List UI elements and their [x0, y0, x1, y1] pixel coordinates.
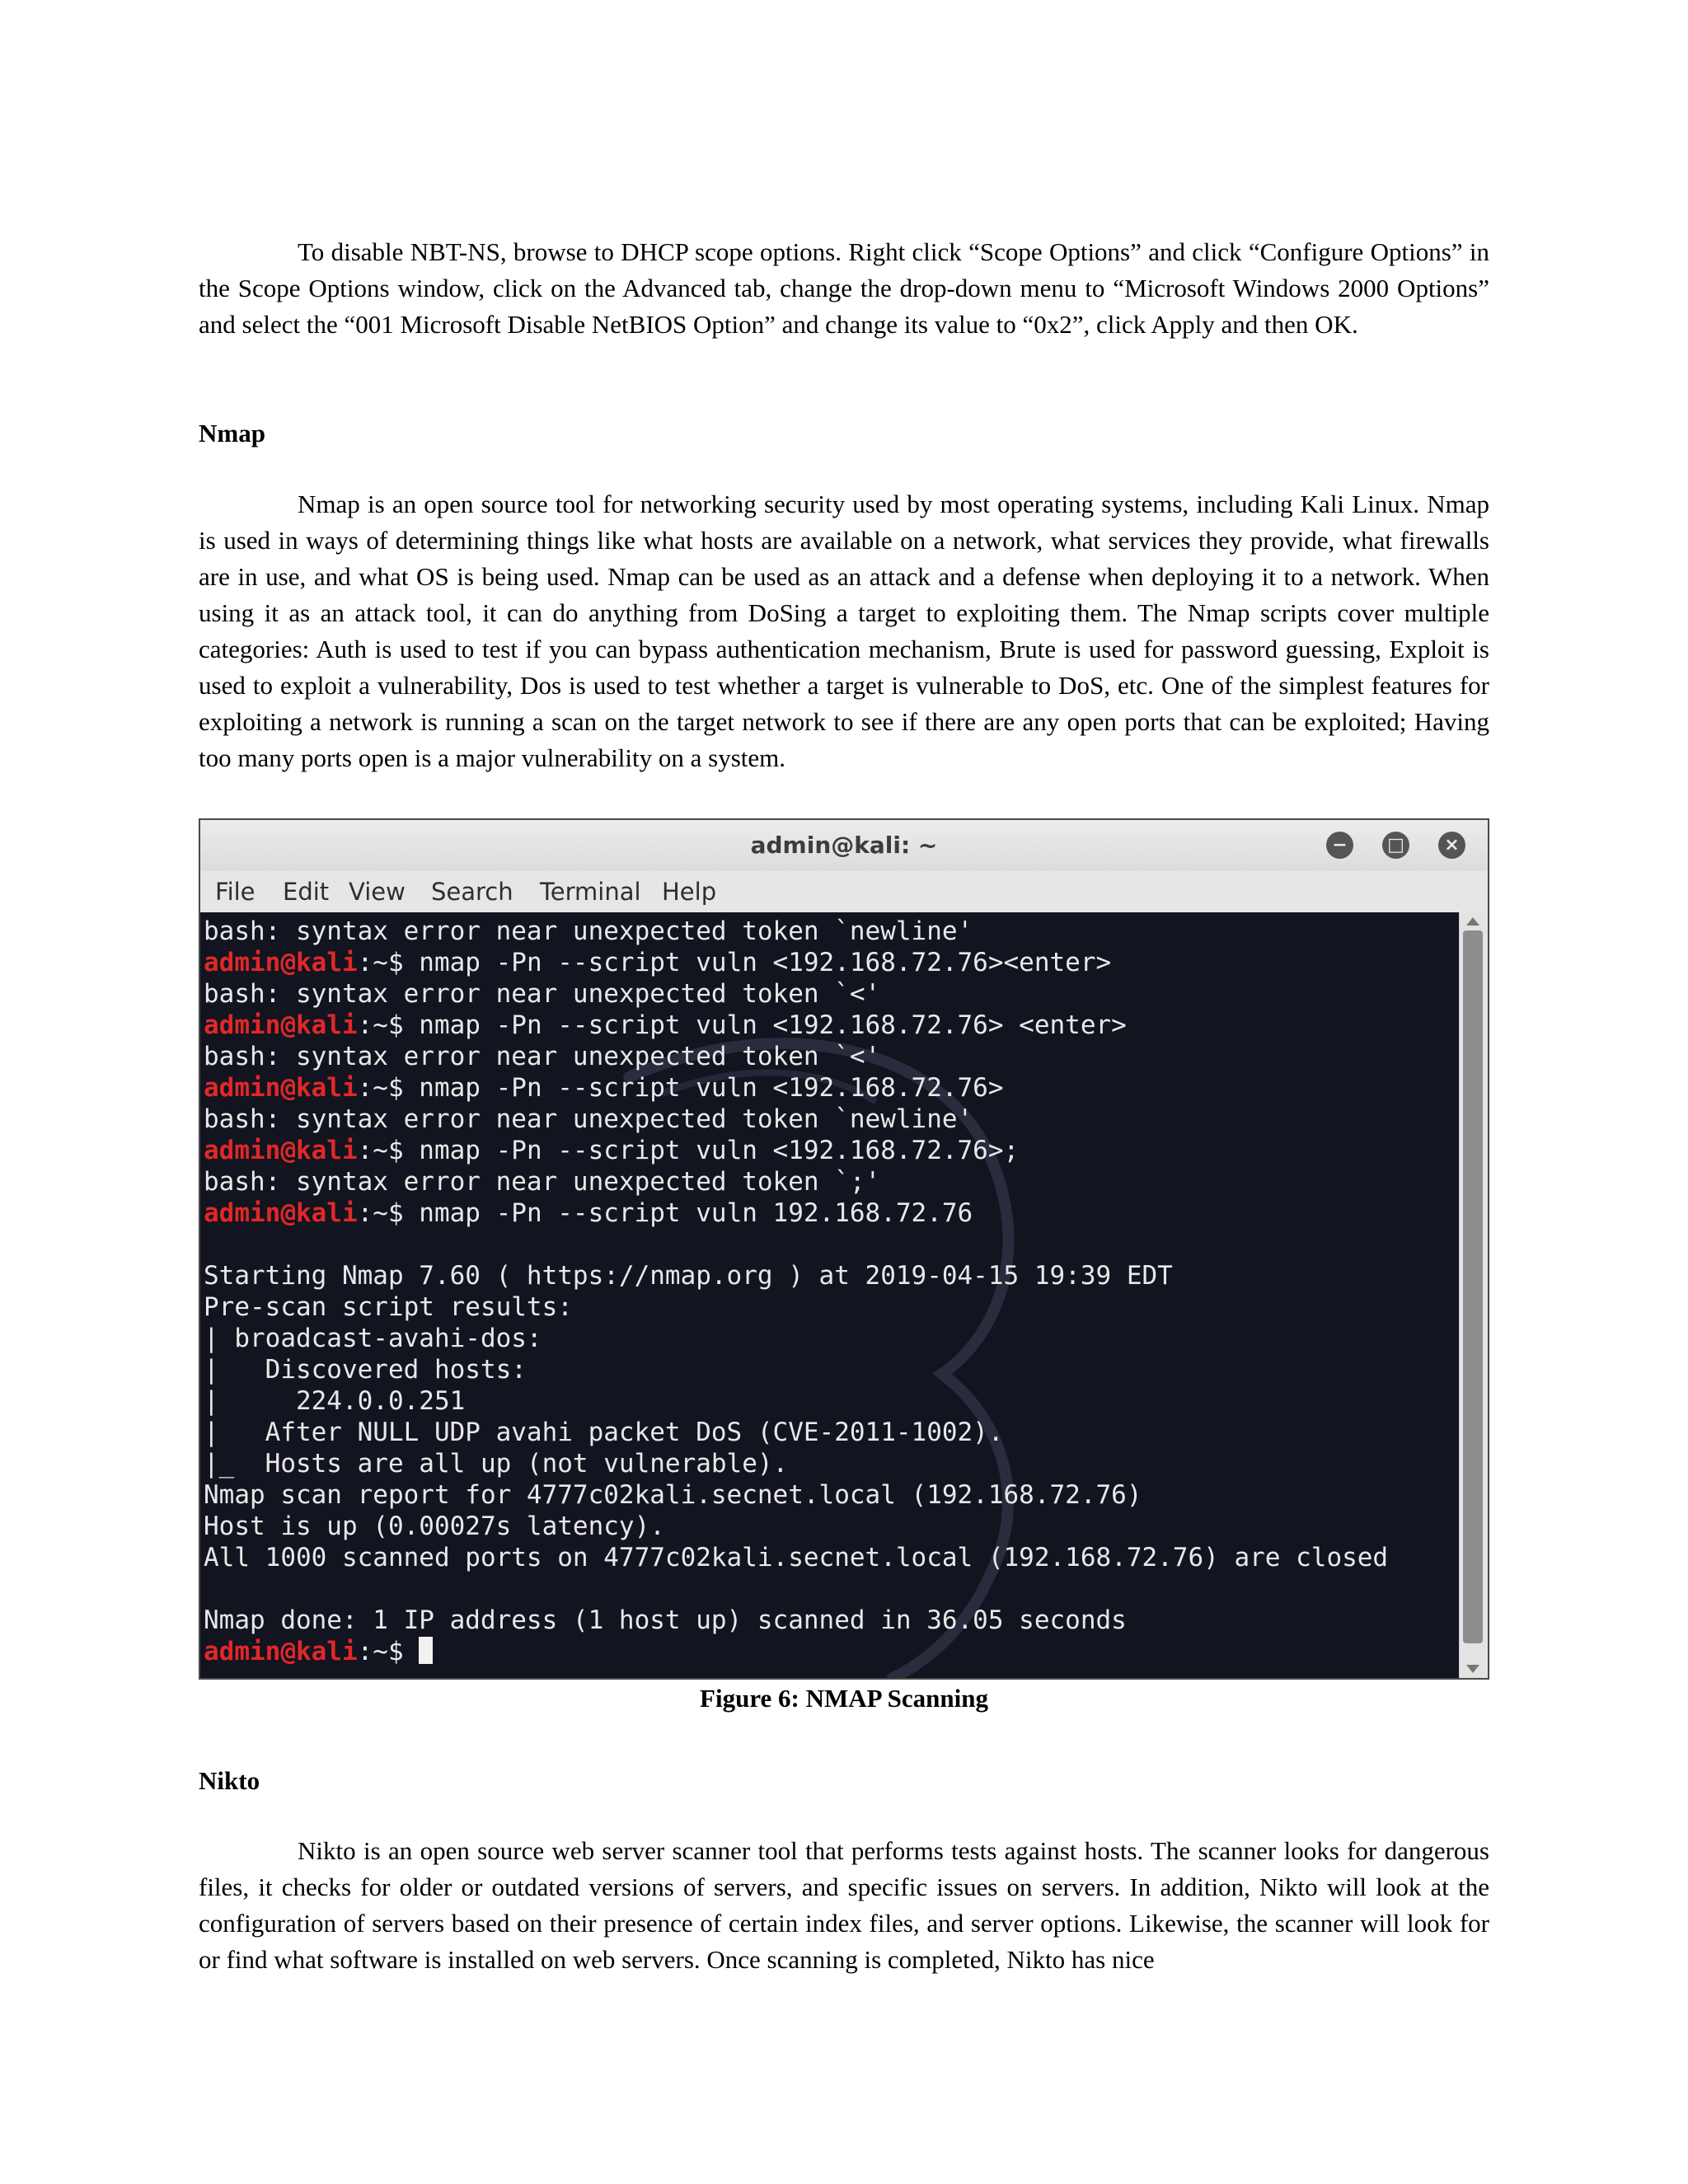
menu-file[interactable]: File	[215, 878, 256, 906]
terminal-output-line	[204, 1605, 1388, 1636]
line-text: bash: syntax error near unexpected token `;'	[204, 1167, 881, 1197]
menu-search[interactable]: Search	[431, 878, 513, 906]
terminal-output-line	[204, 1417, 1388, 1448]
terminal-output-line	[204, 1479, 1388, 1511]
line-text: | Discovered hosts:	[204, 1355, 527, 1385]
terminal-output-line	[204, 916, 1388, 947]
prompt-user: admin@kali	[204, 948, 358, 977]
paragraph-netbios: To disable NBT-NS, browse to DHCP scope options. Right click “Scope Options” and click “Configure Options” in the Scope Options window, click on the Advanced tab, change the drop-down menu to “Microsoft Windows 2000 Options” and select the “001 Microsoft Disable NetBIOS Option” and change its value to “0x2”, click Apply and then OK.	[199, 237, 1489, 339]
terminal-output-line	[204, 1291, 1388, 1323]
line-text: All 1000 scanned ports on 4777c02kali.secnet.local (192.168.72.76) are closed	[204, 1543, 1389, 1572]
terminal-output-line	[204, 1385, 1388, 1417]
terminal-command-line	[204, 1636, 1388, 1667]
prompt-suffix: :~$	[357, 1010, 420, 1040]
menu-edit[interactable]: Edit	[283, 878, 330, 906]
heading-nmap: Nmap	[199, 419, 265, 448]
terminal-output-line	[204, 1511, 1388, 1542]
line-text: nmap -Pn --script vuln 192.168.72.76	[419, 1198, 973, 1228]
prompt-user: admin@kali	[204, 1073, 358, 1103]
prompt-user: admin@kali	[204, 1136, 358, 1165]
terminal-menubar	[200, 871, 1488, 913]
paragraph-nmap: Nmap is an open source tool for networking security used by most operating systems, including Kali Linux. Nmap is used in ways of determining things like what hosts are available on a network, what services they provide, what firewalls are in use, and what OS is being used. Nmap can be used as an attack and a defense when deploying it to a network. When using it as an attack tool, it can do anything from DoSing a target to exploiting them. The Nmap scripts cover multiple categories: Auth is used to test if you can bypass authentication mechanism, Brute is used for password guessing, Exploit is used to exploit a vulnerability, Dos is used to test whether a target is vulnerable to DoS, etc. One of the simplest features for exploiting a network is running a scan on the target network to see if there are any open ports that can be exploited; Having too many ports open is a major vulnerability on a system.	[199, 490, 1489, 772]
terminal-output-line	[204, 1104, 1388, 1135]
terminal-output-line	[204, 1260, 1388, 1291]
scrollbar-thumb[interactable]	[1463, 930, 1483, 1643]
terminal-scrollbar[interactable]	[1459, 912, 1488, 1678]
terminal-output-line	[204, 1573, 1388, 1605]
prompt-user: admin@kali	[204, 1198, 358, 1228]
line-text: Nmap scan report for 4777c02kali.secnet.local (192.168.72.76)	[204, 1480, 1142, 1510]
line-text: Pre-scan script results:	[204, 1292, 573, 1322]
line-text: nmap -Pn --script vuln <192.168.72.76>;	[419, 1136, 1020, 1165]
line-text: Nmap done: 1 IP address (1 host up) scanned in 36.05 seconds	[204, 1605, 1127, 1635]
prompt-user: admin@kali	[204, 1637, 358, 1666]
line-text: bash: syntax error near unexpected token `newline'	[204, 1104, 973, 1134]
terminal-output-line	[204, 1448, 1388, 1479]
terminal-command-line	[204, 1135, 1388, 1166]
terminal-output-line	[204, 1542, 1388, 1573]
terminal-output-line	[204, 1354, 1388, 1385]
terminal-output-line	[204, 1166, 1388, 1197]
terminal-output-line	[204, 1323, 1388, 1354]
figure-caption: Figure 6: NMAP Scanning	[700, 1684, 988, 1713]
line-text: nmap -Pn --script vuln <192.168.72.76> <enter>	[419, 1010, 1127, 1040]
line-text: Starting Nmap 7.60 ( https://nmap.org ) at 2019-04-15 19:39 EDT	[204, 1261, 1173, 1291]
terminal-output[interactable]	[200, 912, 1460, 1678]
line-text: | After NULL UDP avahi packet DoS (CVE-2011-1002).	[204, 1418, 1004, 1447]
close-icon[interactable]: ×	[1438, 832, 1465, 859]
terminal-title: admin@kali: ~	[750, 832, 938, 859]
terminal-cursor	[419, 1637, 433, 1664]
scroll-up-icon[interactable]	[1466, 917, 1479, 926]
line-text: | 224.0.0.251	[204, 1386, 466, 1416]
line-text: nmap -Pn --script vuln <192.168.72.76><enter>	[419, 948, 1112, 977]
prompt-suffix: :~$	[357, 948, 420, 977]
line-text: Host is up (0.00027s latency).	[204, 1511, 665, 1541]
terminal-titlebar	[200, 820, 1488, 872]
maximize-icon[interactable]: □	[1382, 832, 1409, 859]
prompt-suffix: :~$	[357, 1198, 420, 1228]
line-text: |_ Hosts are all up (not vulnerable).	[204, 1449, 789, 1479]
prompt-suffix: :~$	[357, 1073, 420, 1103]
terminal-output-line	[204, 1229, 1388, 1260]
line-text: bash: syntax error near unexpected token `<'	[204, 1042, 881, 1071]
scroll-down-icon[interactable]	[1466, 1665, 1479, 1673]
prompt-suffix: :~$	[357, 1637, 420, 1666]
menu-help[interactable]: Help	[662, 878, 717, 906]
heading-nikto: Nikto	[199, 1766, 260, 1795]
prompt-user: admin@kali	[204, 1010, 358, 1040]
prompt-suffix: :~$	[357, 1136, 420, 1165]
menu-terminal[interactable]: Terminal	[540, 878, 641, 906]
line-text: bash: syntax error near unexpected token `<'	[204, 979, 881, 1009]
terminal-command-line	[204, 1072, 1388, 1104]
line-text: nmap -Pn --script vuln <192.168.72.76>	[419, 1073, 1004, 1103]
menu-view[interactable]: View	[349, 878, 406, 906]
paragraph-nikto: Nikto is an open source web server scanner tool that performs tests against hosts. The scanner looks for dangerous files, it checks for older or outdated versions of servers, and specific issues on servers. In addition, Nikto will look at the configuration of servers based on their presence of certain index files, and server options. Likewise, the scanner will look for or find what software is installed on web servers. Once scanning is completed, Nikto has nice	[199, 1836, 1489, 1974]
terminal-command-line	[204, 1197, 1388, 1229]
minimize-icon[interactable]: −	[1326, 832, 1353, 859]
terminal-command-line	[204, 947, 1388, 978]
line-text: | broadcast-avahi-dos:	[204, 1324, 542, 1353]
terminal-output-line	[204, 978, 1388, 1010]
terminal-command-line	[204, 1010, 1388, 1041]
terminal-lines	[204, 916, 1388, 1667]
terminal-screenshot	[199, 818, 1489, 1680]
terminal-output-line	[204, 1041, 1388, 1072]
line-text: bash: syntax error near unexpected token `newline'	[204, 916, 973, 946]
